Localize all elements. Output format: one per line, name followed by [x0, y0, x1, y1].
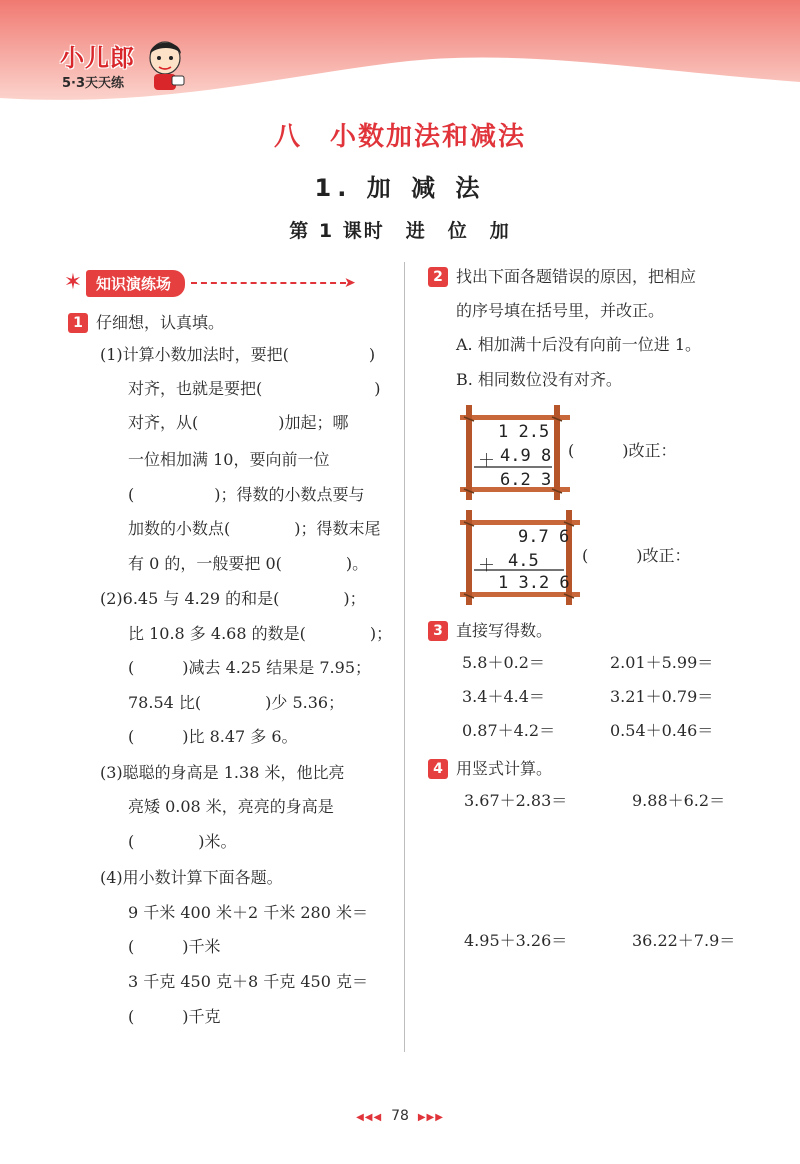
- practice-zone-tag: [60, 270, 356, 296]
- q1-p2-line: ( )减去 4.25 结果是 7.95；: [128, 658, 371, 677]
- q1-p2-line: ( )比 8.47 多 6。: [128, 727, 298, 746]
- q1-p1-line: 一位相加满 10，要向前一位: [128, 450, 330, 469]
- q1-p2-line: 比 10.8 多 4.68 的数是( )；: [128, 624, 393, 643]
- unit-title: 八 小数加法和减法: [273, 122, 526, 152]
- q1-p4-line: (4)用小数计算下面各题。: [100, 868, 283, 887]
- q1-p3-line: (3)聪聪的身高是 1.38 米，他比亮: [100, 763, 345, 782]
- q4-item: 3.67＋2.83＝: [464, 791, 568, 810]
- q1-p1-line: ( )；得数的小数点要与: [128, 485, 365, 504]
- boy-mascot-icon: [142, 36, 188, 94]
- q1-number: 1: [68, 313, 88, 333]
- page-footer: [0, 1108, 800, 1124]
- zone-label: 知识演练场: [86, 270, 185, 297]
- frame1-plus: ＋: [478, 451, 495, 471]
- q3-item: 2.01＋5.99＝: [610, 653, 714, 672]
- q2-header: [428, 266, 696, 288]
- q3-item: 0.54＋0.46＝: [610, 721, 714, 740]
- frame2-addend1: 9.7 6: [518, 527, 570, 547]
- q1-p1-line: 加数的小数点( )；得数末尾: [128, 519, 381, 538]
- dashed-line: [191, 282, 346, 284]
- frame2-plus: ＋: [478, 556, 495, 576]
- frame1-addend1: 1 2.5: [498, 422, 550, 442]
- q2-option-a: A. 相加满十后没有向前一位进 1。: [456, 335, 701, 354]
- q3-number: 3: [428, 621, 448, 641]
- q1-p4-line: 3 千克 450 克＋8 千克 450 克＝: [128, 972, 368, 991]
- q4-header: [428, 758, 552, 780]
- q1-title: 仔细想，认真填。: [96, 313, 225, 332]
- q1-p1-line: 对齐，从( )加起；哪: [128, 413, 349, 432]
- q4-item: 9.88＋6.2＝: [632, 791, 726, 810]
- q3-item: 5.8＋0.2＝: [462, 653, 545, 672]
- frame1-addend2: 4.9 8: [500, 446, 552, 466]
- q3-item: 3.4＋4.4＝: [462, 687, 545, 706]
- q4-number: 4: [428, 759, 448, 779]
- q3-item: 0.87＋4.2＝: [462, 721, 556, 740]
- brand-name: 小儿郎: [60, 44, 135, 72]
- q4-item: 4.95＋3.26＝: [464, 931, 568, 950]
- q4-item: 36.22＋7.9＝: [632, 931, 736, 950]
- q2-number: 2: [428, 267, 448, 287]
- frame1-answer: ( )改正：: [568, 441, 677, 460]
- q1-p4-line: ( )千米: [128, 937, 221, 956]
- right-arrows-icon: ▶▶▶: [417, 1112, 444, 1123]
- q1-p4-line: ( )千克: [128, 1007, 221, 1026]
- brand-logo: [50, 30, 200, 100]
- frame1-result: 6.2 3: [500, 470, 552, 490]
- page-number: 78: [391, 1108, 409, 1124]
- q4-title: 用竖式计算。: [456, 759, 553, 778]
- q3-item: 3.21＋0.79＝: [610, 687, 714, 706]
- frame2-result: 1 3.2 6: [498, 573, 570, 593]
- frame2-addend2: 4.5: [508, 551, 539, 571]
- q3-header: [428, 620, 552, 642]
- column-divider: [404, 262, 405, 1052]
- q1-p2-line: 78.54 比( )少 5.36；: [128, 693, 345, 712]
- q1-p3-line: 亮矮 0.08 米，亮亮的身高是: [128, 797, 334, 816]
- q1-p1-line: 有 0 的，一般要把 0( )。: [128, 554, 369, 573]
- brand-subtitle: 5·3天天练: [62, 76, 125, 91]
- q1-p1-line: 对齐，也就是要把( ): [128, 379, 381, 398]
- q2-title-line1: 找出下面各题错误的原因，把相应: [456, 267, 697, 286]
- q1-p3-line: ( )米。: [128, 832, 237, 851]
- q2-option-b: B. 相同数位没有对齐。: [456, 370, 622, 389]
- q1-p1-line: (1)计算小数加法时，要把( ): [100, 345, 376, 364]
- q3-title: 直接写得数。: [456, 621, 553, 640]
- q2-title-line2: 的序号填在括号里，并改正。: [456, 301, 665, 320]
- arrow-right-icon: ➤: [344, 275, 356, 291]
- q1-p4-line: 9 千米 400 米＋2 千米 280 米＝: [128, 903, 368, 922]
- frame2-answer: ( )改正：: [582, 546, 691, 565]
- star-icon: ✶: [63, 270, 83, 295]
- q1-p2-line: (2)6.45 与 4.29 的和是( )；: [100, 589, 366, 608]
- q1-header: [68, 312, 224, 334]
- section-title: 1. 加 减 法: [314, 174, 486, 202]
- left-arrows-icon: ◀◀◀: [356, 1112, 383, 1123]
- lesson-title: 第 1 课时 进 位 加: [289, 220, 511, 242]
